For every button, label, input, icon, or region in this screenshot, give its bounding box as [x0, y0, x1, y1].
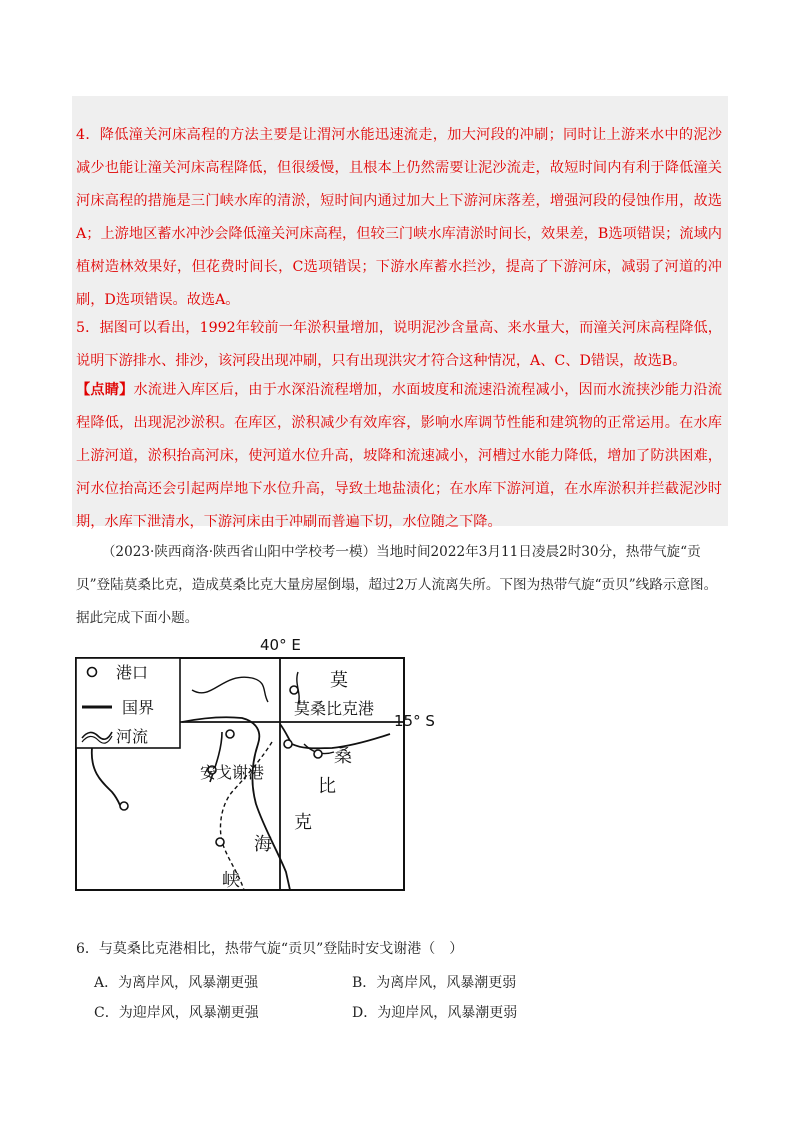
- port-label-mozambique: 莫桑比克港: [294, 699, 375, 718]
- option-c[interactable]: C．为迎岸风，风暴潮更强: [94, 1005, 259, 1021]
- answer-q5: 5．据图可以看出，1992年较前一年淤积量增加，说明泥沙含量高、来水量大，而潼关河床高程降低，说明下游排水、排沙，该河段出现冲刷，只有出现洪灾才符合这种情况，A、C、D错误，故选B。: [76, 320, 722, 369]
- cyclone-route-map: [72, 632, 442, 894]
- port-icon: [216, 838, 224, 846]
- legend-river-label: 河流: [116, 727, 149, 746]
- question-intro: （2023·陕西商洛·陕西省山阳中学校考一模）当地时间2022年3月11日凌晨2时30分，热带气旋“贡贝”登陆莫桑比克，造成莫桑比克大量房屋倒塌，超过2万人流离失所。下图为热带气旋“贡贝”线路示意图。据此完成下面小题。: [76, 544, 718, 626]
- latitude-label: 15° S: [394, 712, 435, 730]
- port-legend-icon: [88, 668, 97, 677]
- country-char-bi: 比: [318, 776, 336, 797]
- comment-text: 水流进入库区后，由于水深沿流程增加，水面坡度和流速沿流程减小，因而水流挟沙能力沿流程降低，出现泥沙淤积。在库区，淤积减少有效库容，影响水库调节性能和建筑物的正常运用。在水库上游河道，淤积抬高河床，使河道水位升高，坡降和流速减小，河槽过水能力降低，增加了防洪困难，河水位抬高还会引起两岸地下水位升高，导致土地盐渍化；在水库下游河道，在水库淤积并拦截泥沙时期，水库下泄清水，下游河床由于冲刷而普遍下切，水位随之下降。: [76, 382, 722, 530]
- strait-char-xia: 峡: [222, 870, 240, 891]
- answer-comment: [76, 374, 722, 539]
- comment-tag: 【点睛】: [76, 382, 134, 398]
- port-icon: [226, 730, 234, 738]
- port-icon: [284, 740, 292, 748]
- country-char-ke: 克: [294, 812, 312, 833]
- port-icon: [120, 802, 128, 810]
- port-label-angoche: 安戈谢港: [200, 763, 265, 782]
- legend-border-label: 国界: [122, 698, 155, 717]
- longitude-label: 40° E: [260, 636, 301, 654]
- port-icon: [314, 750, 322, 758]
- strait-char-hai: 海: [254, 834, 272, 855]
- port-icon: [290, 686, 298, 694]
- answer-q4: 4．降低潼关河床高程的方法主要是让渭河水能迅速流走，加大河段的冲刷；同时让上游来水中的泥沙减少也能让潼关河床高程降低，但很缓慢，且根本上仍然需要让泥沙流走，故短时间内有利于降低潼关河床高程的措施是三门峡水库的清淤，短时间内通过加大上下游河床落差，增强河段的侵蚀作用，故选A；上游地区蓄水冲沙会降低潼关河床高程，但较三门峡水库清淤时间长，效果差，B选项错误；流域内植树造林效果好，但花费时间长，C选项错误；下游水库蓄水拦沙，提高了下游河床，减弱了河道的冲刷，D选项错误。故选A。: [76, 127, 722, 308]
- legend-port-label: 港口: [116, 663, 149, 682]
- country-char-mo: 莫: [330, 670, 348, 691]
- question6-stem: 6．与莫桑比克港相比，热带气旋“贡贝”登陆时安戈谢港（ ）: [76, 941, 464, 957]
- country-char-sang: 桑: [334, 746, 352, 767]
- option-d[interactable]: D．为迎岸风，风暴潮更弱: [352, 1005, 518, 1021]
- option-a[interactable]: A．为离岸风，风暴潮更强: [94, 975, 259, 991]
- option-b[interactable]: B．为离岸风，风暴潮更弱: [352, 975, 517, 991]
